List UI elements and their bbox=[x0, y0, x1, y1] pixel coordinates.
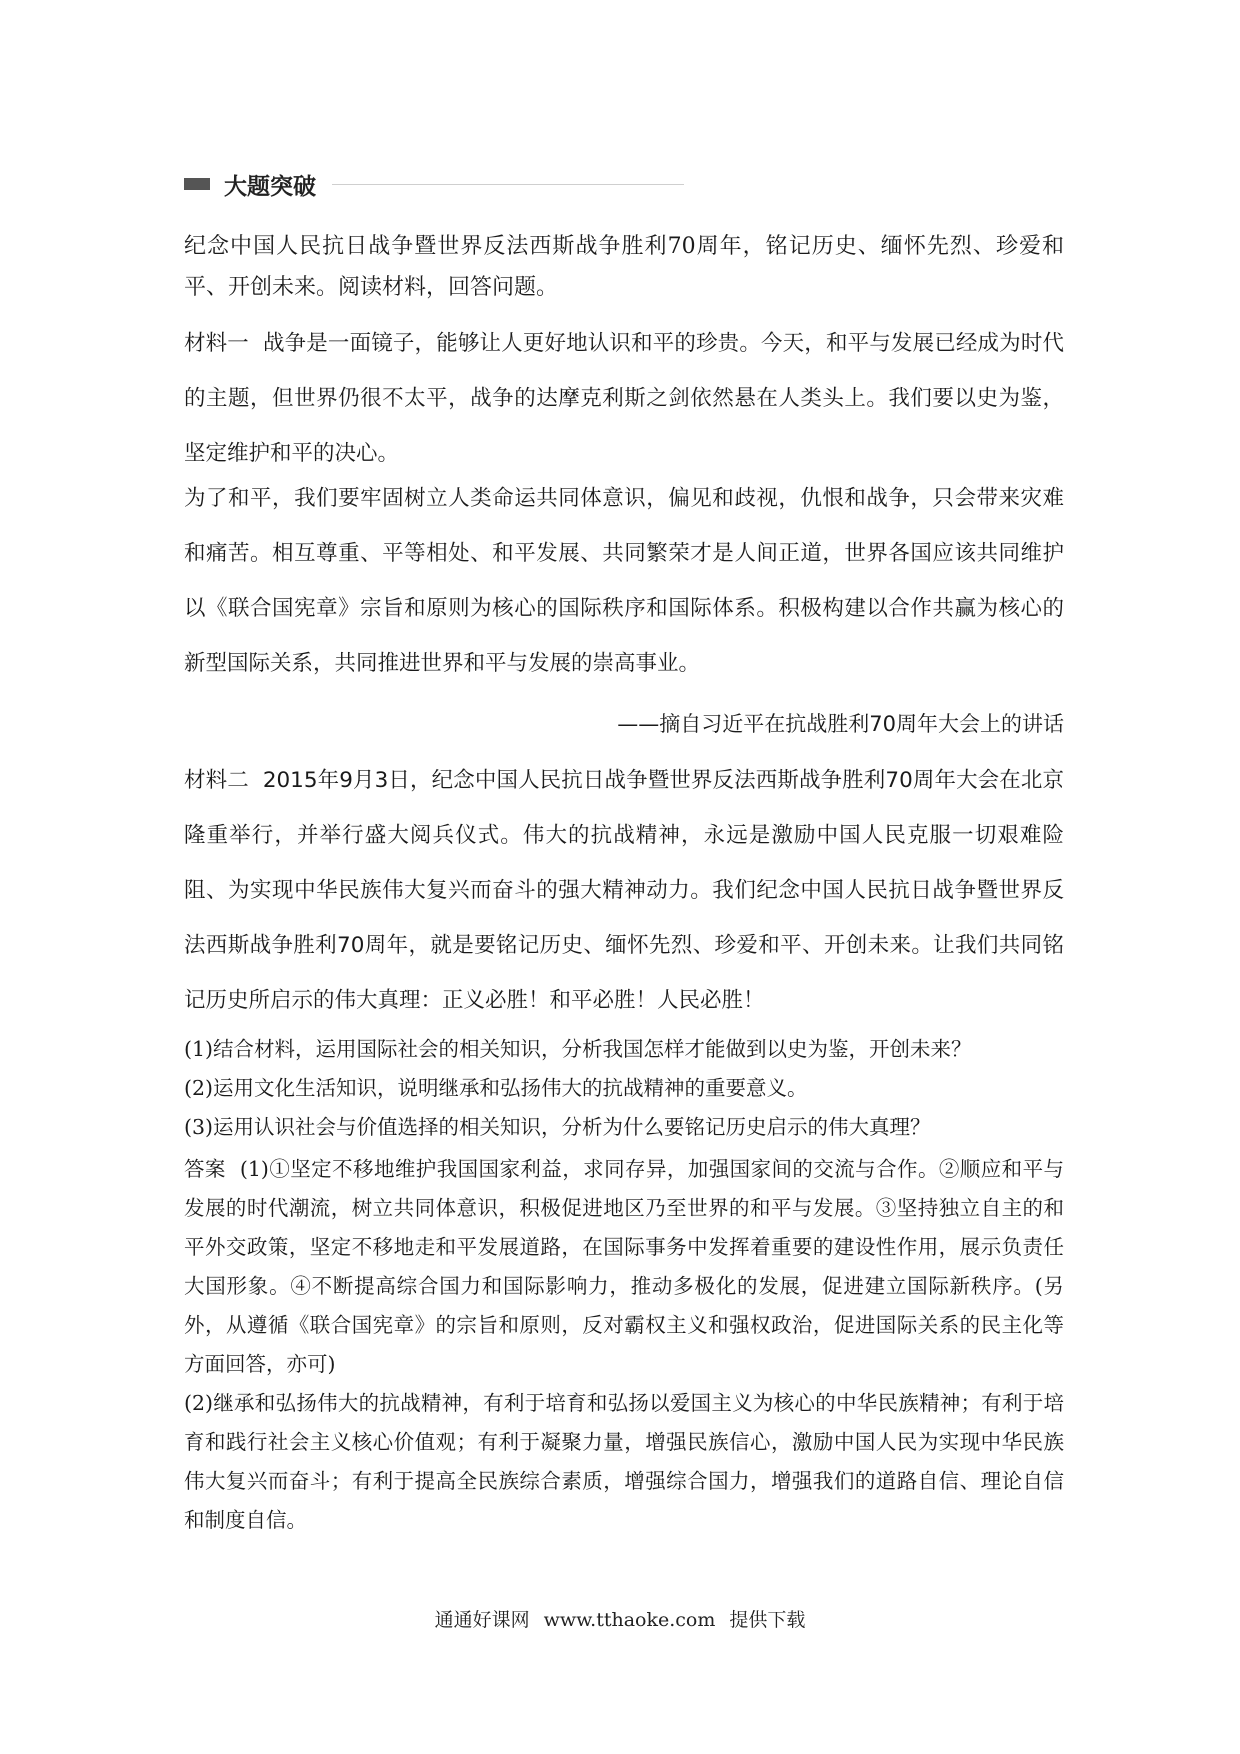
question-item: (2)运用文化生活知识，说明继承和弘扬伟大的抗战精神的重要意义。 bbox=[184, 1076, 808, 1100]
answer-part-2: (2)继承和弘扬伟大的抗战精神，有利于培育和弘扬以爱国主义为核心的中华民族精神；有利于培育和践行社会主义核心价值观；有利于凝聚力量，增强民族信心，激励中国人民为实现中华民族伟大复兴而奋斗；有利于提高全民族综合素质，增强综合国力，增强我们的道路自信、理论自信和制度自信。 bbox=[184, 1391, 1064, 1532]
section-title: 大题突破 bbox=[224, 173, 316, 200]
material-two-paragraph bbox=[184, 753, 1064, 1028]
material-one-paragraph-2: 为了和平，我们要牢固树立人类命运共同体意识，偏见和歧视，仇恨和战争，只会带来灾难和痛苦。相互尊重、平等相处、和平发展、共同繁荣才是人间正道，世界各国应该共同维护以《联合国宪章》宗旨和原则为核心的国际秩序和国际体系。积极构建以合作共赢为核心的新型国际关系，共同推进世界和平与发展的崇高事业。 bbox=[184, 486, 1064, 676]
material-one-paragraph-1 bbox=[184, 316, 1064, 481]
footer-url-link[interactable]: www.tthaoke.com bbox=[543, 1609, 716, 1631]
page-footer bbox=[0, 1605, 1240, 1632]
material-one-source: ——摘自习近平在抗战胜利70周年大会上的讲话 bbox=[617, 712, 1064, 736]
footer-site-name: 通通好课网 bbox=[434, 1609, 530, 1631]
header-square-icon bbox=[184, 178, 210, 190]
answer-block bbox=[184, 1150, 1064, 1540]
material-two-label: 材料二 bbox=[184, 768, 249, 793]
answer-label: 答案 bbox=[184, 1157, 226, 1181]
section-header bbox=[184, 166, 684, 202]
question-item: (3)运用认识社会与价值选择的相关知识，分析为什么要铭记历史启示的伟大真理？ bbox=[184, 1115, 931, 1139]
footer-note: 提供下载 bbox=[729, 1609, 806, 1631]
intro-paragraph: 纪念中国人民抗日战争暨世界反法西斯战争胜利70周年，铭记历史、缅怀先烈、珍爱和平、开创未来。阅读材料，回答问题。 bbox=[184, 234, 1064, 300]
material-one-text: 战争是一面镜子，能够让人更好地认识和平的珍贵。今天，和平与发展已经成为时代的主题，但世界仍很不太平，战争的达摩克利斯之剑依然悬在人类头上。我们要以史为鉴，坚定维护和平的决心。 bbox=[184, 331, 1064, 466]
question-list bbox=[184, 1030, 1064, 1147]
material-one-label: 材料一 bbox=[184, 331, 249, 356]
answer-part-1-text: (1)①坚定不移地维护我国国家利益，求同存异，加强国家间的交流与合作。②顺应和平与发展的时代潮流，树立共同体意识，积极促进地区乃至世界的和平与发展。③坚持独立自主的和平外交政策，坚定不移地走和平发展道路，在国际事务中发挥着重要的建设性作用，展示负责任大国形象。④不断提高综合国力和国际影响力，推动多极化的发展，促进建立国际新秩序。(另外，从遵循《联合国宪章》的宗旨和原则，反对霸权主义和强权政治，促进国际关系的民主化等方面回答，亦可) bbox=[184, 1157, 1065, 1376]
answer-part-1 bbox=[184, 1150, 1064, 1384]
material-two-text: 2015年9月3日，纪念中国人民抗日战争暨世界反法西斯战争胜利70周年大会在北京隆重举行，并举行盛大阅兵仪式。伟大的抗战精神，永远是激励中国人民克服一切艰难险阻、为实现中华民族伟大复兴而奋斗的强大精神动力。我们纪念中国人民抗日战争暨世界反法西斯战争胜利70周年，就是要铭记历史、缅怀先烈、珍爱和平、开创未来。让我们共同铭记历史所启示的伟大真理：正义必胜！和平必胜！人民必胜！ bbox=[184, 768, 1064, 1013]
header-divider bbox=[332, 184, 684, 185]
question-item: (1)结合材料，运用国际社会的相关知识，分析我国怎样才能做到以史为鉴，开创未来？ bbox=[184, 1037, 972, 1061]
